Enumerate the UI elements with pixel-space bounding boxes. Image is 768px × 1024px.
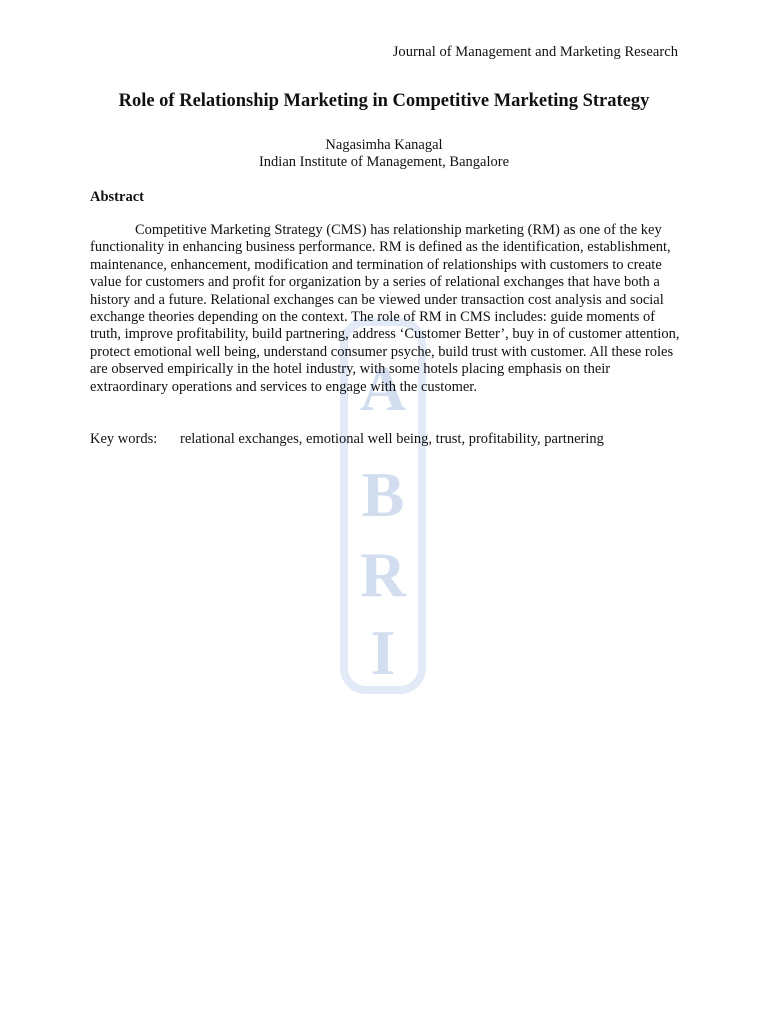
keywords-value: relational exchanges, emotional well being, trust, profitability, partnering	[180, 431, 604, 447]
journal-running-head: Journal of Management and Marketing Research	[392, 44, 678, 60]
author-name: Nagasimha Kanagal	[325, 137, 443, 153]
abstract-heading: Abstract	[90, 189, 144, 205]
abstract-body: Competitive Marketing Strategy (CMS) has relationship marketing (RM) as one of the key functionality in enhancing business performance. RM is defined as the identification, establishment, maintenance, enhancement, modification and termination of relationships with customers to create value for customers and profit for organization by a series of relational exchanges that have both a history and a future. Relational exchanges can be viewed under transaction cost analysis and social exchange theories depending on the context. The role of RM in CMS includes: guide moments of truth, improve profitability, build partnering, address ‘Customer Better’, buy in of customer attention, protect emotional well being, understand consumer psyche, build trust with customer. All these roles are observed empirically in the hotel industry, with some hotels placing emphasis on their extraordinary operations and services to engage with the customer.	[90, 222, 680, 395]
author-affiliation: Indian Institute of Management, Bangalore	[258, 154, 510, 170]
watermark-letter-b: B	[361, 459, 405, 530]
watermark-letter-r: R	[359, 539, 407, 610]
watermark-letter-a: A	[359, 353, 407, 424]
paper-title: Role of Relationship Marketing in Competitive Marketing Strategy	[118, 91, 650, 111]
keywords-line	[90, 431, 604, 448]
watermark-letter-i: I	[370, 617, 396, 688]
keywords-label: Key words:	[90, 431, 158, 447]
